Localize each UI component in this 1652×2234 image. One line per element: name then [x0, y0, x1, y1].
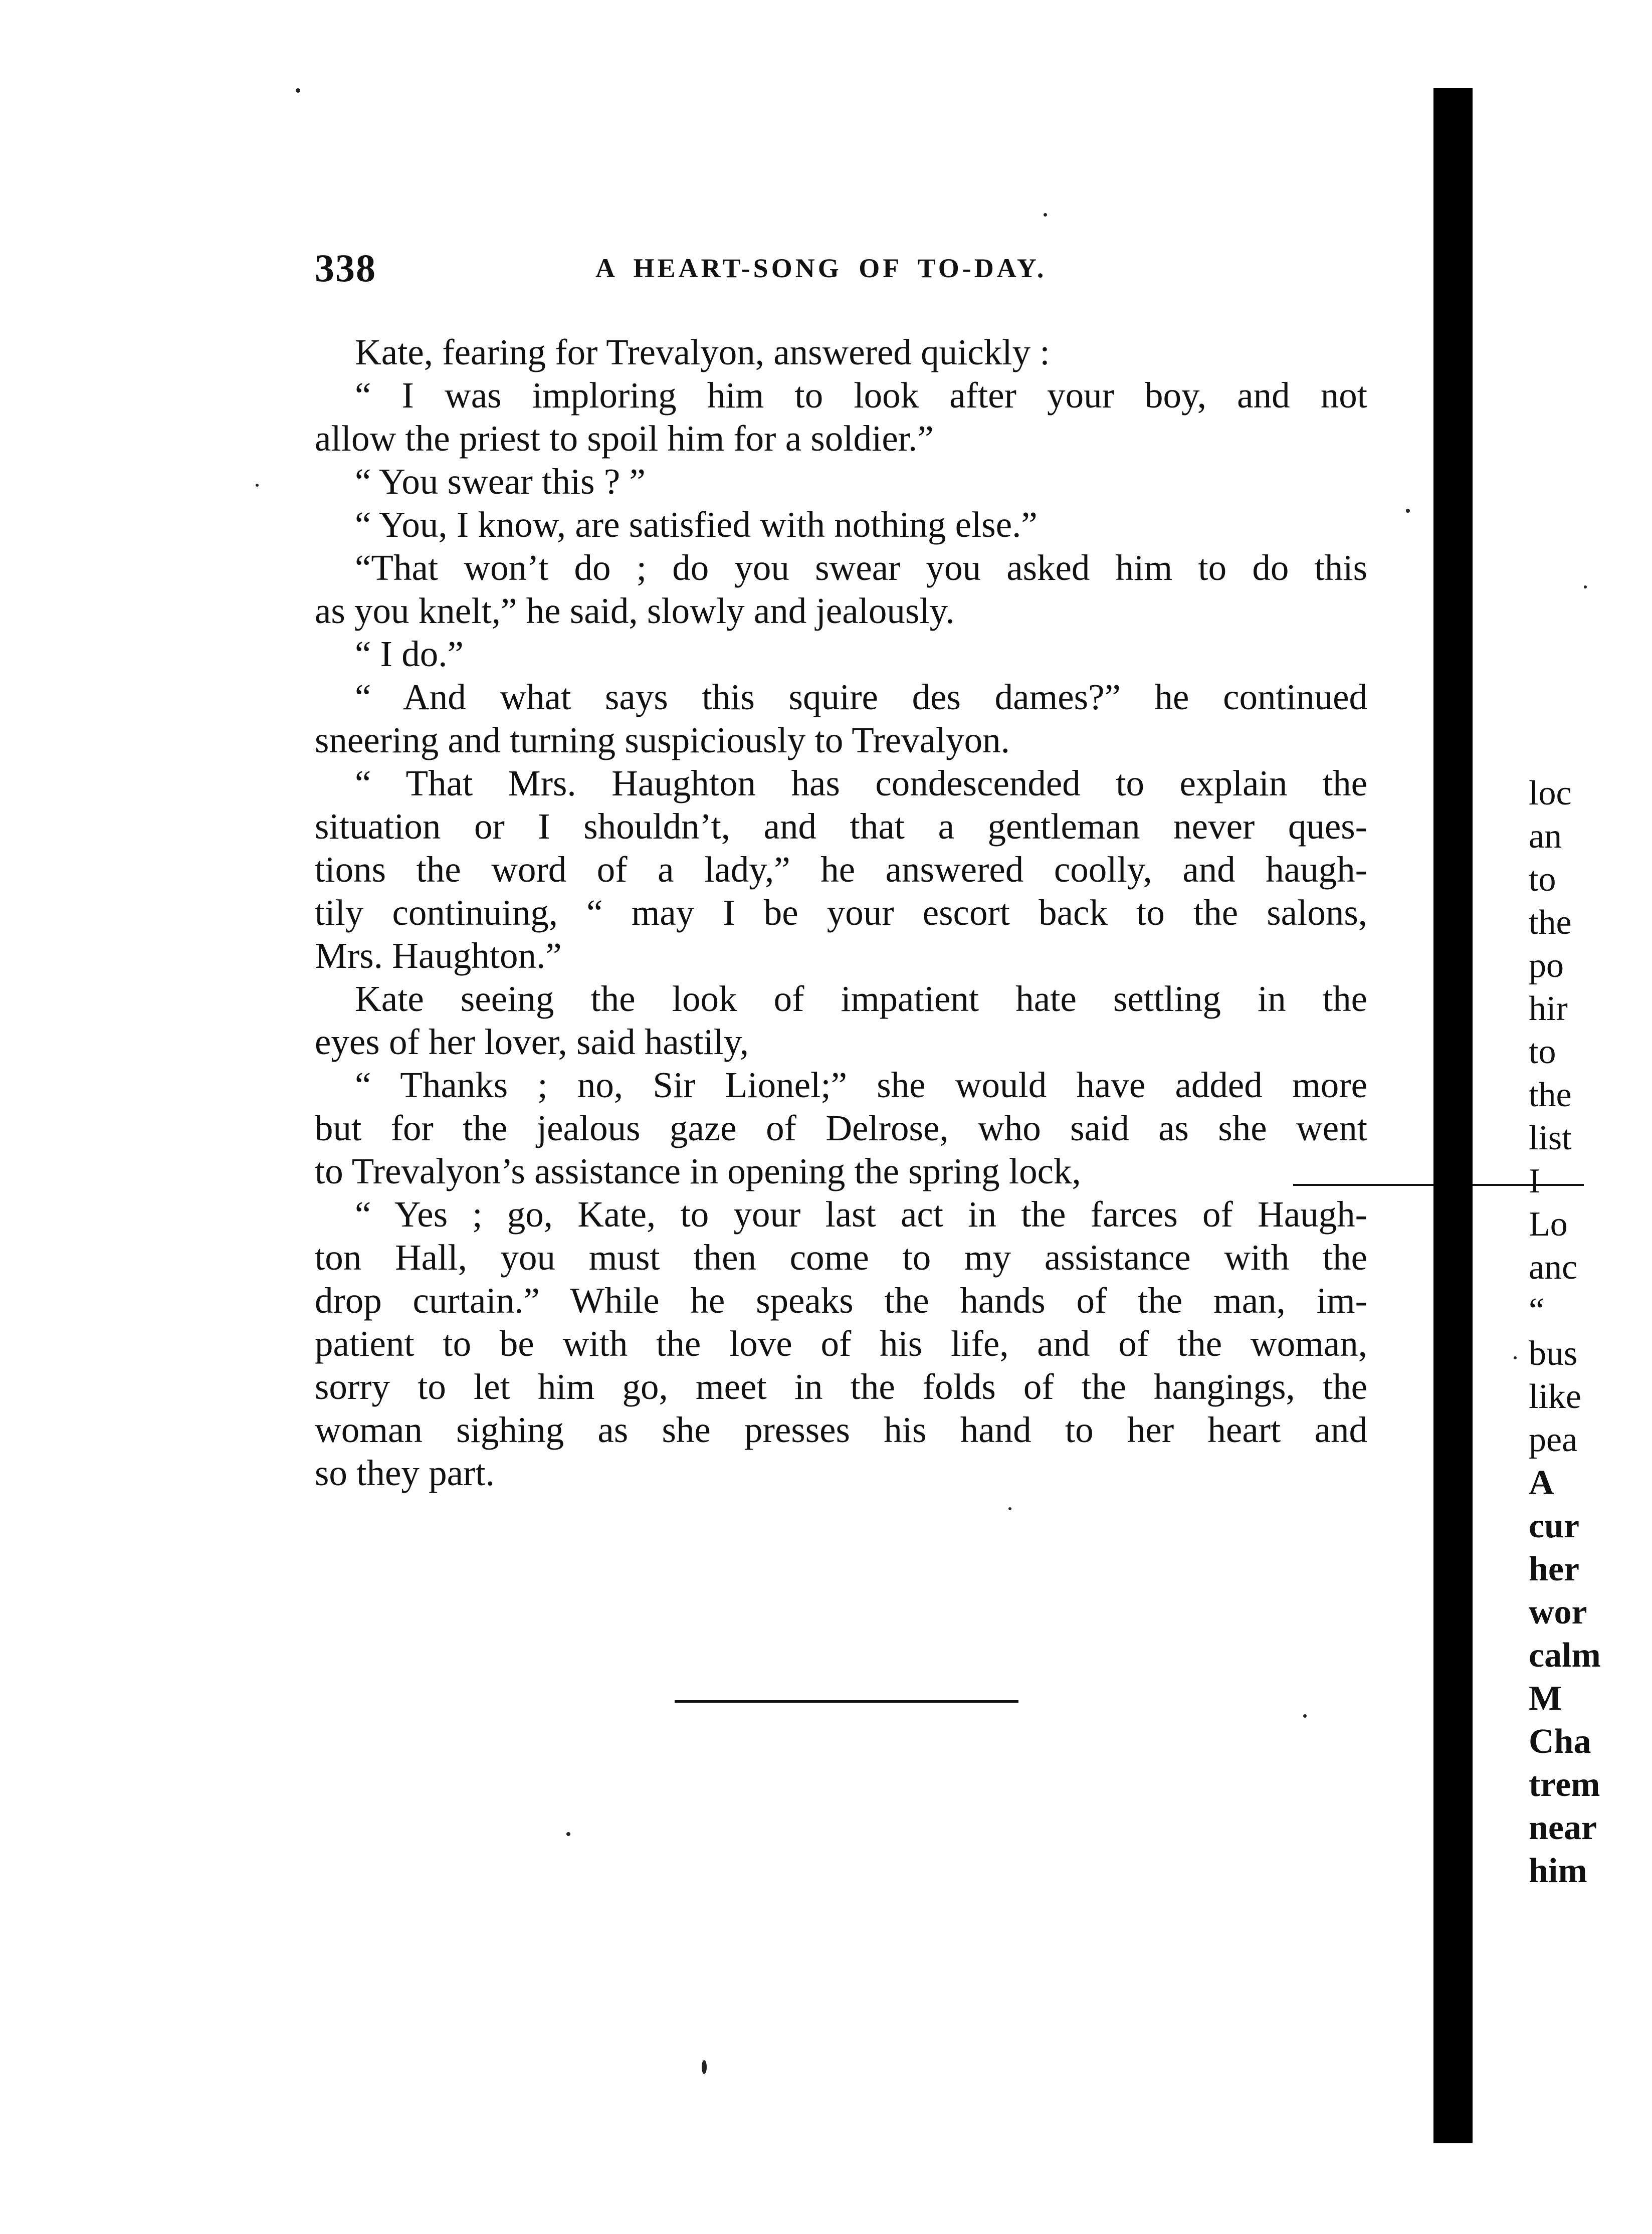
text-line: “ You swear this ? ”: [355, 461, 646, 502]
adjacent-page-fragment: to: [1529, 1033, 1556, 1071]
adjacent-page-fragment: hir: [1529, 989, 1568, 1028]
text-line: but for the jealous gaze of Delrose, who said as she went: [315, 1108, 1367, 1148]
adjacent-page-fragment: bus: [1529, 1334, 1578, 1373]
adjacent-page-fragment: M: [1529, 1679, 1562, 1718]
adjacent-page-fragment: I: [1529, 1162, 1541, 1200]
adjacent-page-fragment: like: [1529, 1377, 1581, 1416]
adjacent-page-fragment: “: [1529, 1291, 1545, 1330]
adjacent-page-fragment: list: [1529, 1119, 1572, 1157]
text-line: “ I was imploring him to look after your boy, and not: [355, 375, 1367, 416]
text-line: as you knelt,” he said, slowly and jealously.: [315, 590, 955, 631]
adjacent-page-fragment: calm: [1529, 1636, 1601, 1675]
adjacent-page-fragment: pea: [1529, 1420, 1578, 1459]
adjacent-page-fragment: loc: [1529, 774, 1572, 813]
text-line: “That won’t do ; do you swear you asked him to do this: [355, 547, 1367, 588]
scan-speck: [296, 88, 300, 93]
scan-speck: [702, 2060, 707, 2074]
scan-speck: [1406, 509, 1410, 513]
adjacent-page-fragment: her: [1529, 1550, 1580, 1588]
adjacent-page-fragment: anc: [1529, 1248, 1578, 1287]
text-line: woman sighing as she presses his hand to her heart and: [315, 1409, 1367, 1450]
text-line: “ Thanks ; no, Sir Lionel;” she would have added more: [355, 1065, 1367, 1105]
text-line: “ I do.”: [355, 634, 464, 674]
adjacent-page-fragment: Lo: [1529, 1205, 1568, 1244]
text-line: Kate, fearing for Trevalyon, answered quickly :: [355, 332, 1050, 372]
adjacent-page-fragments: [1529, 772, 1652, 1893]
text-line: allow the priest to spoil him for a soldier.”: [315, 418, 934, 459]
page-number: 338: [315, 246, 376, 290]
adjacent-page-fragment: the: [1529, 1076, 1572, 1114]
page-header: [315, 246, 1382, 301]
scan-speck: [256, 484, 259, 487]
text-line: “ That Mrs. Haughton has condescended to explain the: [355, 763, 1367, 803]
text-line: tions the word of a lady,” he answered coolly, and haugh-: [315, 849, 1367, 890]
adjacent-page-fragment: an: [1529, 817, 1562, 856]
text-line: “ You, I know, are satisfied with nothing else.”: [355, 504, 1038, 545]
text-line: drop curtain.” While he speaks the hands of the man, im-: [315, 1280, 1367, 1321]
adjacent-page-fragment: near: [1529, 1808, 1597, 1847]
text-line: to Trevalyon’s assistance in opening the spring lock,: [315, 1151, 1081, 1191]
text-line: eyes of her lover, said hastily,: [315, 1022, 749, 1062]
adjacent-page-fragment: trem: [1529, 1765, 1600, 1804]
scan-speck: [1303, 1714, 1307, 1718]
adjacent-page-fragment: to: [1529, 860, 1556, 899]
text-line: tily continuing, “ may I be your escort back to the salons,: [315, 892, 1367, 933]
adjacent-page-fragment: po: [1529, 946, 1564, 985]
adjacent-page-fragment: Cha: [1529, 1722, 1591, 1761]
adjacent-page-fragment: cur: [1529, 1507, 1580, 1545]
adjacent-page-fragment: the: [1529, 903, 1572, 942]
adjacent-page-fragment: A: [1529, 1464, 1554, 1502]
text-line: “ Yes ; go, Kate, to your last act in the farces of Haugh-: [355, 1194, 1367, 1235]
text-line: sorry to let him go, meet in the folds of the hangings, the: [315, 1366, 1367, 1407]
text-line: so they part.: [315, 1453, 495, 1493]
text-line: “ And what says this squire des dames?” he continued: [355, 677, 1367, 717]
running-head: A HEART-SONG OF TO-DAY.: [595, 253, 1047, 283]
scan-speck: [1584, 585, 1587, 588]
scan-speck: [1044, 213, 1047, 217]
scan-speck: [566, 1832, 570, 1836]
text-line: Kate seeing the look of impatient hate settling in the: [355, 978, 1367, 1019]
scan-speck: [1008, 1507, 1011, 1510]
section-end-rule: [675, 1700, 1018, 1703]
scan-speck: [1514, 1356, 1517, 1359]
book-gutter-shadow: [1433, 88, 1473, 2143]
text-line: ton Hall, you must then come to my assistance with the: [315, 1237, 1367, 1278]
text-line: Mrs. Haughton.”: [315, 935, 562, 976]
body-text: [315, 331, 1367, 1495]
adjacent-page-fragment: wor: [1529, 1593, 1587, 1632]
adjacent-page-fragment: him: [1529, 1852, 1587, 1890]
text-line: sneering and turning suspiciously to Trevalyon.: [315, 720, 1010, 760]
text-line: patient to be with the love of his life, and of the woman,: [315, 1323, 1367, 1364]
text-line: situation or I shouldn’t, and that a gentleman never ques-: [315, 806, 1367, 847]
